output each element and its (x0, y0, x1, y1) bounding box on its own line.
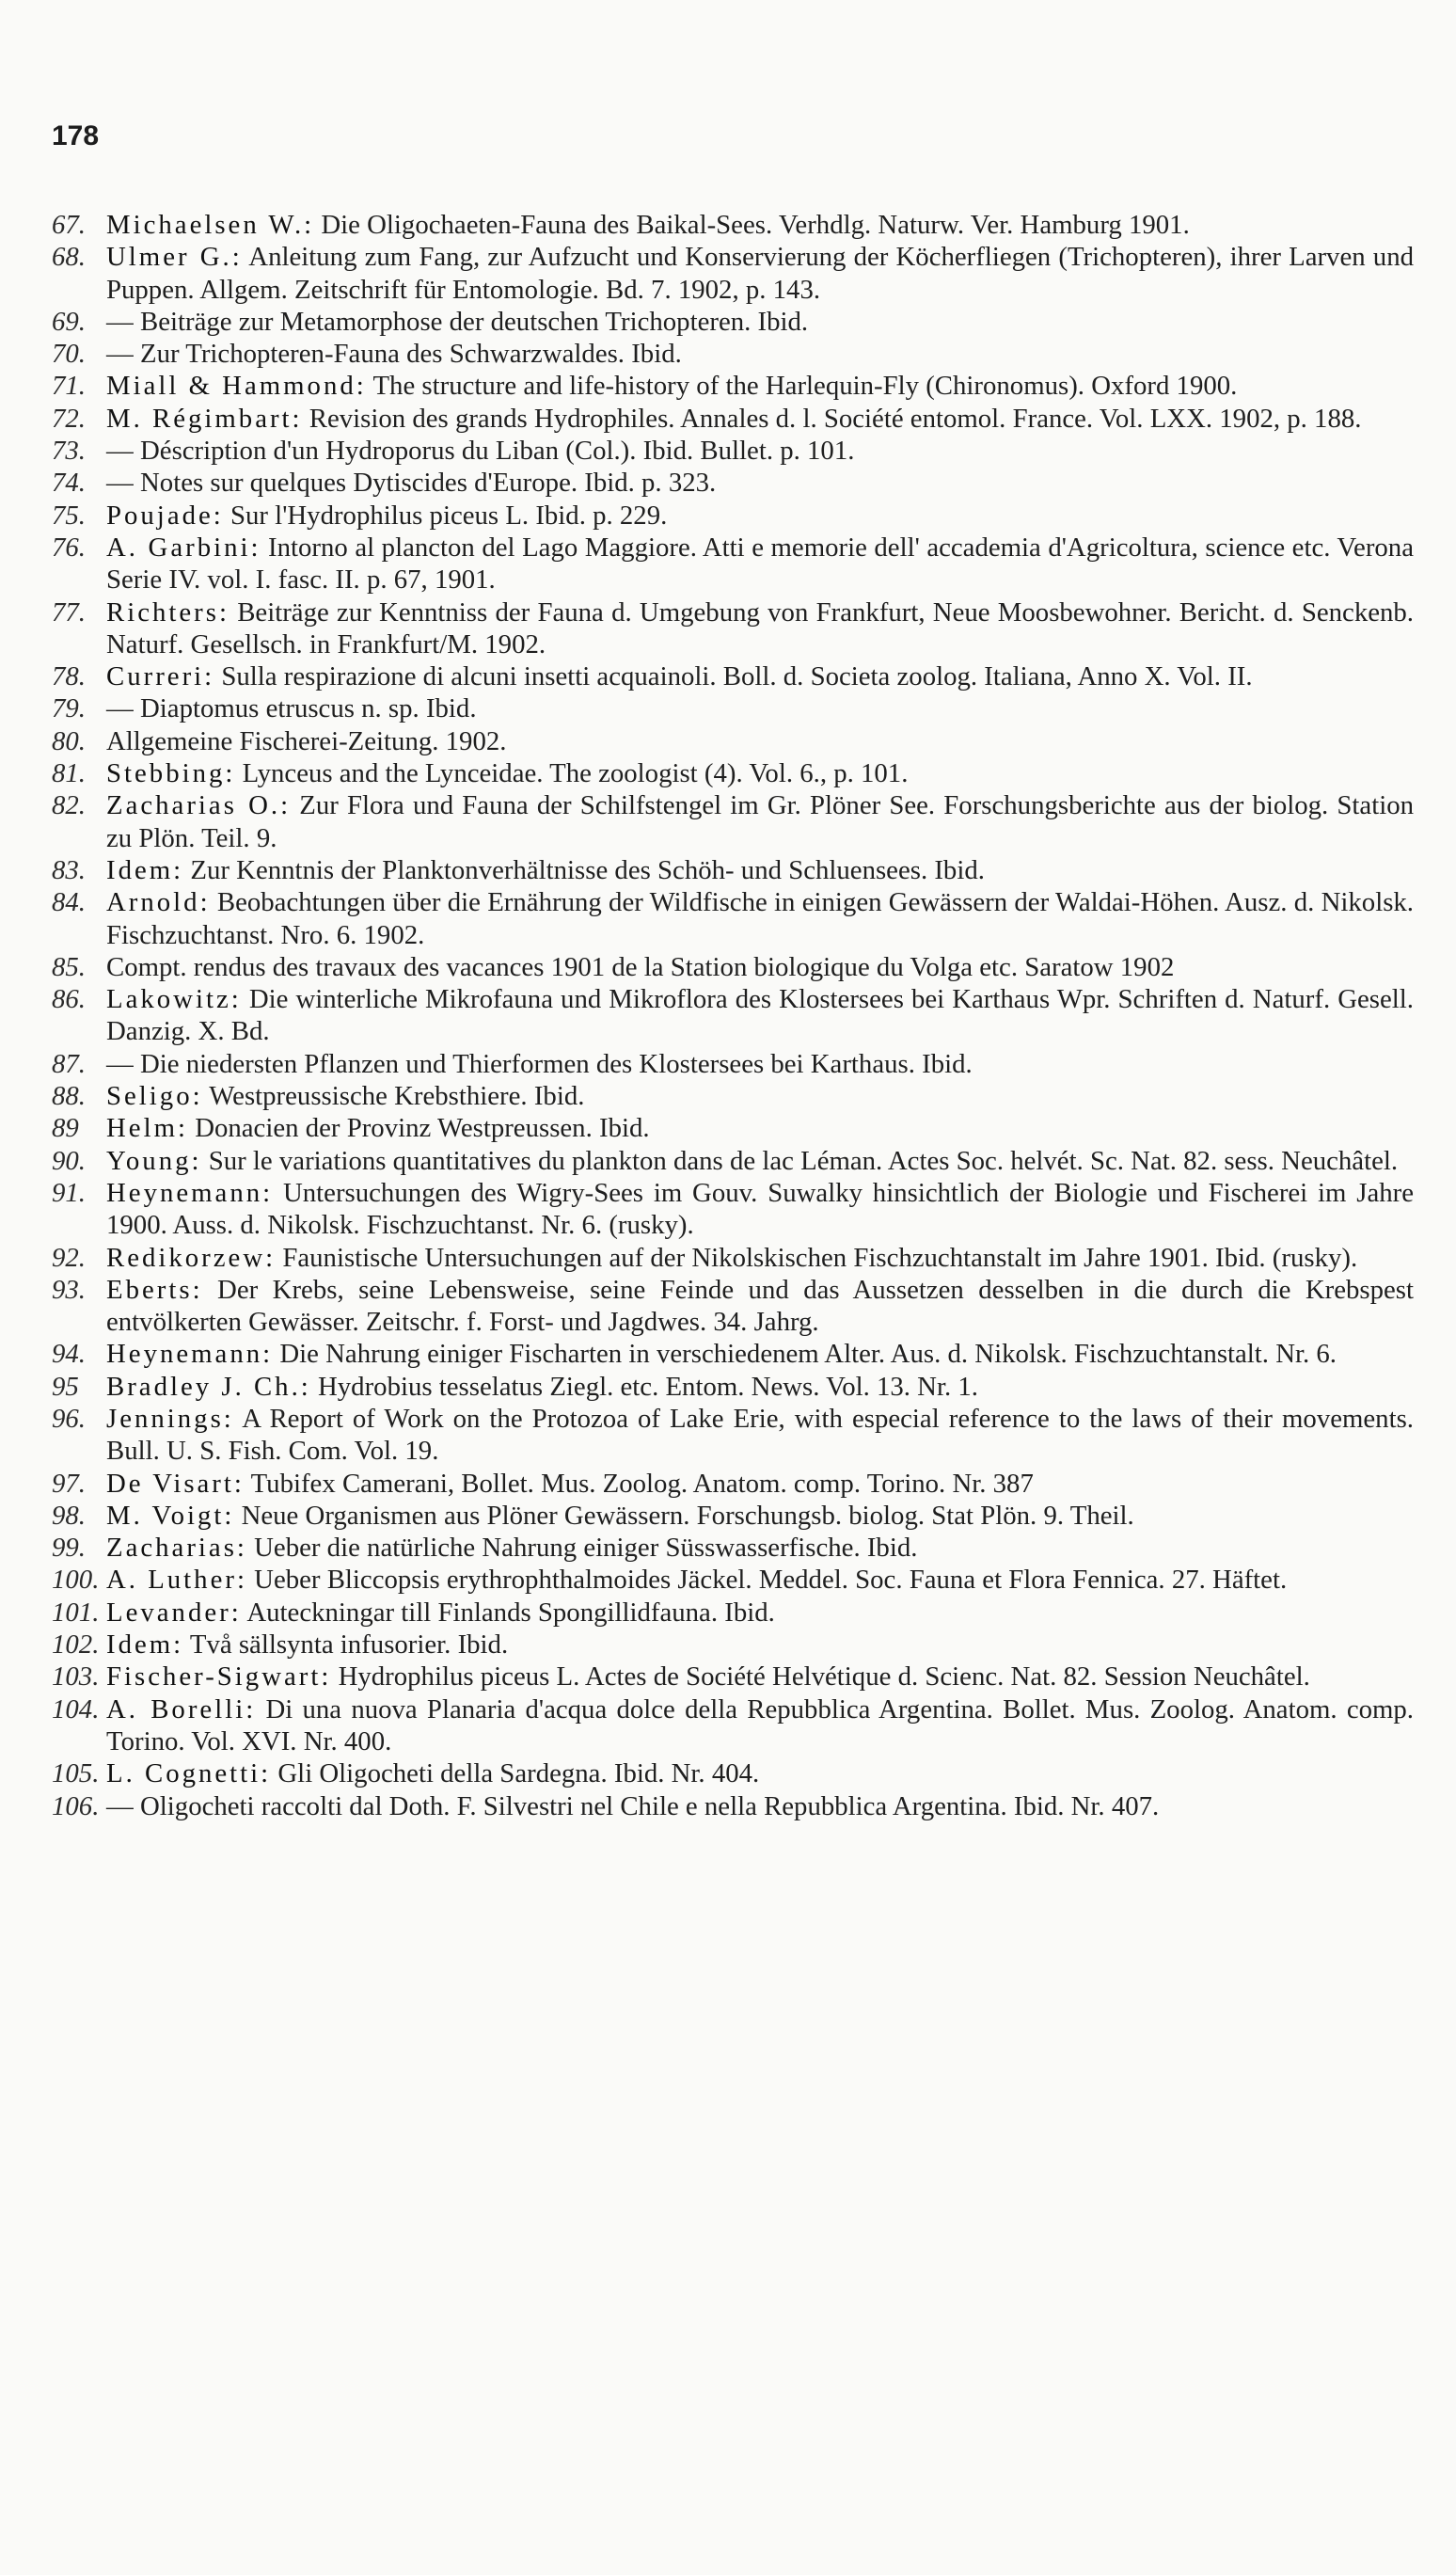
reference-author: Jennings: (106, 1403, 234, 1434)
reference-number: 94. (52, 1339, 86, 1370)
reference-number: 79. (52, 693, 86, 724)
reference-list (52, 209, 1414, 1822)
reference-text: Beiträge zur Kenntniss der Fauna d. Umgebung von Frankfurt, Neue Moosbewohner. Bericht. d. Senckenb. Naturf. Gesellsch. in Frankfurt/M. 1902. (106, 596, 1414, 660)
reference-number: 81. (52, 758, 86, 789)
reference-number: 92. (52, 1242, 86, 1273)
reference-text: Westpreussische Krebsthiere. Ibid. (209, 1081, 585, 1112)
reference-number: 102. (52, 1629, 100, 1661)
reference-author: Miall & Hammond: (106, 371, 367, 402)
reference-item (52, 1177, 1414, 1242)
reference-author: Fischer-Sigwart: (106, 1661, 332, 1693)
reference-author: Young: (106, 1145, 202, 1176)
reference-number: 67. (52, 210, 86, 240)
reference-author: A. Borelli: (106, 1693, 257, 1725)
reference-number: 90. (52, 1145, 86, 1176)
reference-item (52, 1757, 1414, 1789)
reference-number: 104. (52, 1693, 100, 1725)
reference-item (52, 983, 1414, 1048)
reference-item (52, 789, 1414, 854)
reference-text: Compt. rendus des travaux des vacances 1901 de la Station biologique du Volga etc. Saratow 1902 (106, 951, 1175, 982)
reference-text: Zur Flora und Fauna der Schilfstengel im Gr. Plöner See. Forschungsberichte aus der biolog. Station zu Plön. Teil. 9. (106, 790, 1415, 853)
reference-item (52, 1661, 1414, 1693)
reference-item (52, 403, 1414, 435)
reference-author: A. Garbini: (106, 532, 261, 563)
reference-text: Die Nahrung einiger Fischarten in verschiedenem Alter. Aus. d. Nikolsk. Fischzuchtanstalt. Nr. 6. (279, 1339, 1337, 1370)
reference-number: 86. (52, 984, 86, 1015)
reference-author: Levander: (106, 1597, 242, 1628)
reference-number: 99. (52, 1533, 86, 1564)
reference-author: Curreri: (106, 661, 215, 692)
reference-item (52, 467, 1414, 499)
reference-number: 98. (52, 1500, 86, 1531)
reference-text: Neue Organismen aus Plöner Gewässern. Forschungsb. biolog. Stat Plön. 9. Theil. (241, 1500, 1134, 1531)
reference-item (52, 596, 1414, 661)
reference-text: Beobachtungen über die Ernährung der Wildfische in einigen Gewässern der Waldai-Höhen. Ausz. d. Nikolsk. Fischzuchtanst. Nro. 6. 1902. (106, 887, 1414, 950)
reference-text: Intorno al plancton del Lago Maggiore. Atti e memorie dell' accademia d'Agricoltura, science etc. Verona Serie IV. vol. I. fasc. II. p. 67, 1901. (106, 532, 1414, 596)
reference-item (52, 886, 1414, 951)
reference-text: — Oligocheti raccolti dal Doth. F. Silvestri nel Chile e nella Repubblica Argentina. Ibid. Nr. 407. (106, 1790, 1160, 1821)
reference-item (52, 1242, 1414, 1274)
reference-text: Donacien der Provinz Westpreussen. Ibid. (195, 1113, 650, 1144)
reference-author: Arnold: (106, 887, 211, 918)
reference-item (52, 435, 1414, 467)
reference-author: M. Voigt: (106, 1500, 235, 1531)
reference-text: Der Krebs, seine Lebensweise, seine Feinde und das Aussetzen desselben in die durch die Krebspest entvölkerten Gewässer. Zeitschr. f. Forst- und Jagdwes. 34. Jahrg. (106, 1274, 1414, 1338)
reference-text: Anleitung zum Fang, zur Aufzucht und Konservierung der Köcherfliegen (Trichopteren), ihrer Larven und Puppen. Allgem. Zeitschrift für Entomologie. Bd. 7. 1902, p. 143. (106, 242, 1414, 305)
reference-text: Gli Oligocheti della Sardegna. Ibid. Nr. 404. (277, 1758, 760, 1789)
reference-number: 77. (52, 596, 86, 628)
reference-item (52, 209, 1414, 241)
reference-item (52, 1532, 1414, 1564)
reference-text: Ueber Bliccopsis erythrophthalmoides Jäckel. Meddel. Soc. Fauna et Flora Fennica. 27. Häftet. (254, 1565, 1288, 1596)
reference-text: Zur Kenntnis der Planktonverhältnisse des Schöh- und Schluensees. Ibid. (190, 854, 985, 885)
reference-author: Zacharias O.: (106, 790, 292, 821)
reference-author: Helm: (106, 1113, 188, 1144)
reference-number: 80. (52, 725, 86, 756)
reference-author: Redikorzew: (106, 1242, 277, 1273)
reference-text: Di una nuova Planaria d'acqua dolce della Repubblica Argentina. Bollet. Mus. Zoolog. Anatom. comp. Torino. Vol. XVI. Nr. 400. (106, 1693, 1414, 1756)
reference-number: 105. (52, 1758, 100, 1789)
reference-author: A. Luther: (106, 1565, 247, 1596)
reference-item (52, 660, 1414, 692)
reference-author: De Visart: (106, 1468, 245, 1499)
reference-text: Lynceus and the Lynceidae. The zoologist (4). Vol. 6., p. 101. (242, 758, 909, 789)
reference-number: 96. (52, 1403, 86, 1434)
reference-number: 75. (52, 500, 86, 531)
reference-text: A Report of Work on the Protozoa of Lake Erie, with especial reference to the laws of their movements. Bull. U. S. Fish. Com. Vol. 19. (106, 1403, 1414, 1467)
reference-number: 84. (52, 887, 86, 918)
reference-author: Poujade: (106, 500, 224, 531)
reference-text: Auteckningar till Finlands Spongillidfauna. Ibid. (246, 1597, 775, 1628)
reference-number: 89 (52, 1113, 79, 1144)
reference-text: — Notes sur quelques Dytiscides d'Europe. Ibid. p. 323. (106, 468, 717, 499)
reference-text: Sur l'Hydrophilus piceus L. Ibid. p. 229. (229, 500, 668, 531)
reference-number: 73. (52, 436, 86, 467)
reference-author: L. Cognetti: (106, 1758, 272, 1789)
reference-text: The structure and life-history of the Harlequin-Fly (Chironomus). Oxford 1900. (372, 371, 1238, 402)
reference-item (52, 692, 1414, 724)
reference-author: Zacharias: (106, 1533, 247, 1564)
reference-item (52, 1790, 1414, 1822)
reference-text: Revision des grands Hydrophiles. Annales d. l. Société entomol. France. Vol. LXX. 1902, p. 188. (309, 403, 1362, 434)
reference-item (52, 1112, 1414, 1144)
reference-text: — Zur Trichopteren-Fauna des Schwarzwaldes. Ibid. (106, 339, 682, 370)
reference-text: Untersuchungen des Wigry-Sees im Gouv. Suwalky hinsichtlich der Biologie und Fischerei im Jahre 1900. Auss. d. Nikolsk. Fischzuchtanst. Nr. 6. (rusky). (106, 1177, 1414, 1241)
reference-item (52, 1274, 1414, 1339)
reference-author: Richters: (106, 596, 229, 628)
reference-item (52, 951, 1414, 983)
reference-author: M. Régimbart: (106, 403, 303, 434)
reference-text: Tubifex Camerani, Bollet. Mus. Zoolog. Anatom. comp. Torino. Nr. 387 (250, 1468, 1034, 1499)
reference-item (52, 1468, 1414, 1500)
reference-number: 83. (52, 854, 86, 885)
reference-number: 93. (52, 1274, 86, 1305)
reference-author: Bradley J. Ch.: (106, 1371, 311, 1402)
reference-author: Idem: (106, 854, 184, 885)
reference-number: 76. (52, 532, 86, 563)
reference-item (52, 757, 1414, 789)
reference-item (52, 370, 1414, 402)
reference-author: Stebbing: (106, 758, 236, 789)
reference-item (52, 241, 1414, 306)
reference-author: Ulmer G.: (106, 242, 243, 273)
reference-text: Faunistische Untersuchungen auf der Nikolskischen Fischzuchtanstalt im Jahre 1901. Ibid. (rusky). (282, 1242, 1358, 1273)
reference-number: 69. (52, 306, 86, 337)
reference-number: 100. (52, 1565, 100, 1596)
reference-item (52, 1338, 1414, 1370)
reference-author: Eberts: (106, 1274, 203, 1305)
reference-text: Två sällsynta infusorier. Ibid. (189, 1629, 509, 1661)
reference-number: 95 (52, 1371, 79, 1402)
reference-number: 101. (52, 1597, 100, 1628)
reference-text: Hydrophilus piceus L. Actes de Société Helvétique d. Scienc. Nat. 82. Session Neuchâtel. (338, 1661, 1310, 1693)
reference-author: Seligo: (106, 1081, 203, 1112)
reference-item (52, 854, 1414, 886)
reference-text: Die Oligochaeten-Fauna des Baikal-Sees. Verhdlg. Naturw. Ver. Hamburg 1901. (321, 210, 1190, 240)
reference-number: 88. (52, 1081, 86, 1112)
reference-text: Allgemeine Fischerei-Zeitung. 1902. (106, 725, 507, 756)
reference-item (52, 1500, 1414, 1532)
reference-item (52, 306, 1414, 338)
reference-text: Die winterliche Mikrofauna und Mikroflora des Klostersees bei Karthaus Wpr. Schriften d. Naturf. Gesell. Danzig. X. Bd. (106, 984, 1414, 1047)
reference-item (52, 1629, 1414, 1661)
reference-text: Hydrobius tesselatus Ziegl. etc. Entom. News. Vol. 13. Nr. 1. (317, 1371, 978, 1402)
reference-item (52, 338, 1414, 370)
reference-number: 72. (52, 403, 86, 434)
reference-text: — Die niedersten Pflanzen und Thierformen des Klostersees bei Karthaus. Ibid. (106, 1048, 973, 1079)
reference-item (52, 1145, 1414, 1177)
reference-item (52, 1693, 1414, 1758)
reference-item (52, 500, 1414, 532)
reference-number: 97. (52, 1468, 86, 1499)
reference-text: — Diaptomus etruscus n. sp. Ibid. (106, 693, 477, 724)
reference-number: 85. (52, 951, 86, 982)
reference-author: Idem: (106, 1629, 184, 1661)
reference-number: 91. (52, 1177, 86, 1208)
reference-item (52, 532, 1414, 596)
reference-text: — Beiträge zur Metamorphose der deutschen Trichopteren. Ibid. (106, 306, 809, 337)
reference-number: 70. (52, 339, 86, 370)
reference-number: 106. (52, 1790, 100, 1821)
reference-author: Lakowitz: (106, 984, 242, 1015)
reference-number: 68. (52, 242, 86, 273)
reference-author: Michaelsen W.: (106, 210, 315, 240)
reference-number: 74. (52, 468, 86, 499)
reference-number: 71. (52, 371, 86, 402)
reference-item (52, 725, 1414, 757)
reference-number: 82. (52, 790, 86, 821)
reference-text: Ueber die natürliche Nahrung einiger Süsswasserfische. Ibid. (254, 1533, 918, 1564)
reference-item (52, 1564, 1414, 1596)
page-number: 178 (52, 120, 100, 151)
reference-item (52, 1080, 1414, 1112)
reference-author: Heynemann: (106, 1339, 274, 1370)
reference-number: 78. (52, 661, 86, 692)
reference-item (52, 1371, 1414, 1403)
reference-number: 103. (52, 1661, 100, 1693)
reference-text: Sur le variations quantitatives du plankton dans de lac Léman. Actes Soc. helvét. Sc. Nat. 82. sess. Neuchâtel. (208, 1145, 1399, 1176)
reference-author: Heynemann: (106, 1177, 274, 1208)
reference-text: Sulla respirazione di alcuni insetti acquainoli. Boll. d. Societa zoolog. Italiana, Anno X. Vol. II. (221, 661, 1253, 692)
reference-text: — Déscription d'un Hydroporus du Liban (Col.). Ibid. Bullet. p. 101. (106, 436, 855, 467)
reference-item (52, 1403, 1414, 1468)
reference-number: 87. (52, 1048, 86, 1079)
reference-item (52, 1597, 1414, 1629)
reference-item (52, 1048, 1414, 1080)
